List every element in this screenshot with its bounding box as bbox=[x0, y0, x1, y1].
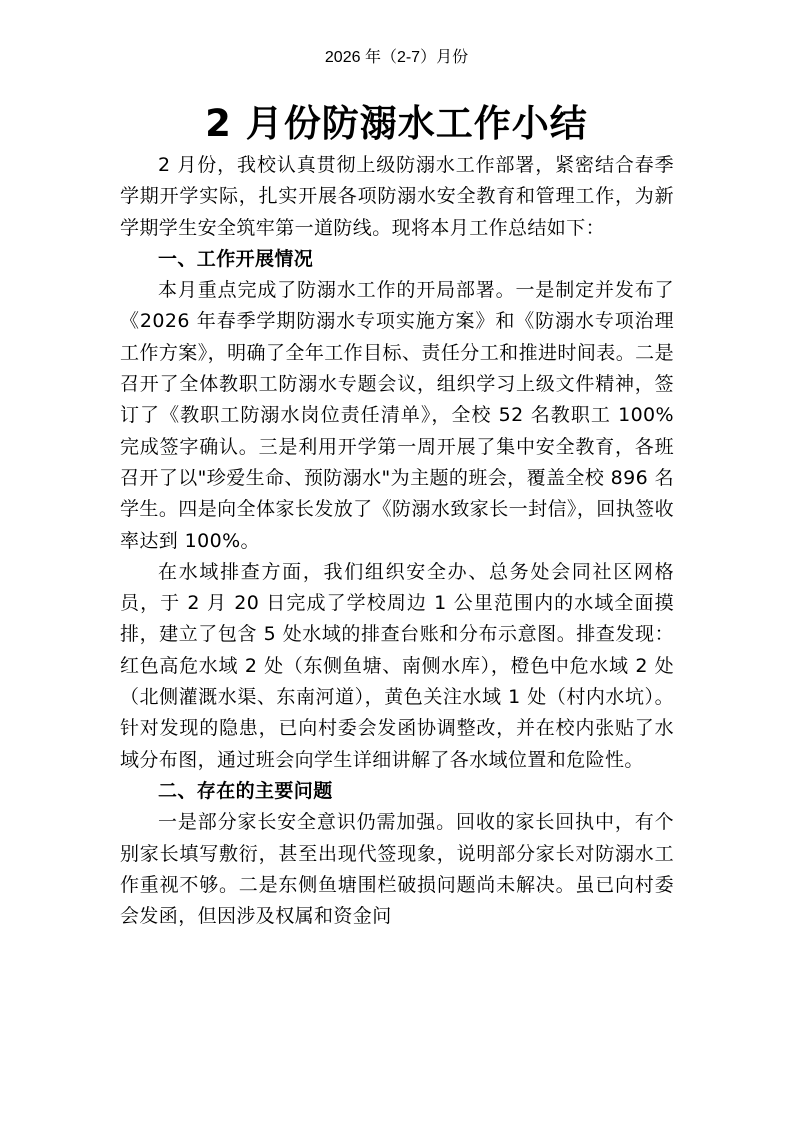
document-title: 2 月份防溺水工作小结 bbox=[205, 102, 588, 145]
document-body bbox=[120, 150, 674, 932]
water-survey-paragraph: 在水域排查方面，我们组织安全办、总务处会同社区网格员，于 2 月 20 日完成了学校周边 1 公里范围内的水域全面摸排，建立了包含 5 处水域的排查台账和分布示意图。排查发现：红色高危水域 2 处（东侧鱼塘、南侧水库），橙色中危水域 2 处（北侧灌溉水渠、东南河道），黄色关注水域 1 处（村内水坑）。针对发现的隐患，已向村委会发函协调整改，并在校内张贴了水域分布图，通过班会向学生详细讲解了各水域位置和危险性。 bbox=[120, 560, 674, 771]
intro-paragraph: 2 月份，我校认真贯彻上级防溺水工作部署，紧密结合春季学期开学实际，扎实开展各项防溺水安全教育和管理工作，为新学期学生安全筑牢第一道防线。现将本月工作总结如下： bbox=[120, 154, 674, 239]
document-period-header: 2026 年（2-7）月份 bbox=[324, 49, 469, 66]
main-problems-paragraph: 一是部分家长安全意识仍需加强。回收的家长回执中，有个别家长填写敷衍，甚至出现代签现象，说明部分家长对防溺水工作重视不够。二是东侧鱼塘围栏破损问题尚未解决。虽已向村委会发函，但因涉及权属和资金问 bbox=[120, 811, 674, 928]
section-heading-work-progress: 一、工作开展情况 bbox=[158, 247, 314, 270]
work-progress-paragraph: 本月重点完成了防溺水工作的开局部署。一是制定并发布了《2026 年春季学期防溺水专项实施方案》和《防溺水专项治理工作方案》，明确了全年工作目标、责任分工和推进时间表。二是召开了全体教职工防溺水专题会议，组织学习上级文件精神，签订了《教职工防溺水岗位责任清单》，全校 52 名教职工 100%完成签字确认。三是利用开学第一周开展了集中安全教育，各班召开了以"珍爱生命、预防溺水"为主题的班会，覆盖全校 896 名学生。四是向全体家长发放了《防溺水致家长一封信》，回执签收率达到 100%。 bbox=[120, 279, 674, 552]
section-heading-main-problems: 二、存在的主要问题 bbox=[158, 779, 333, 802]
